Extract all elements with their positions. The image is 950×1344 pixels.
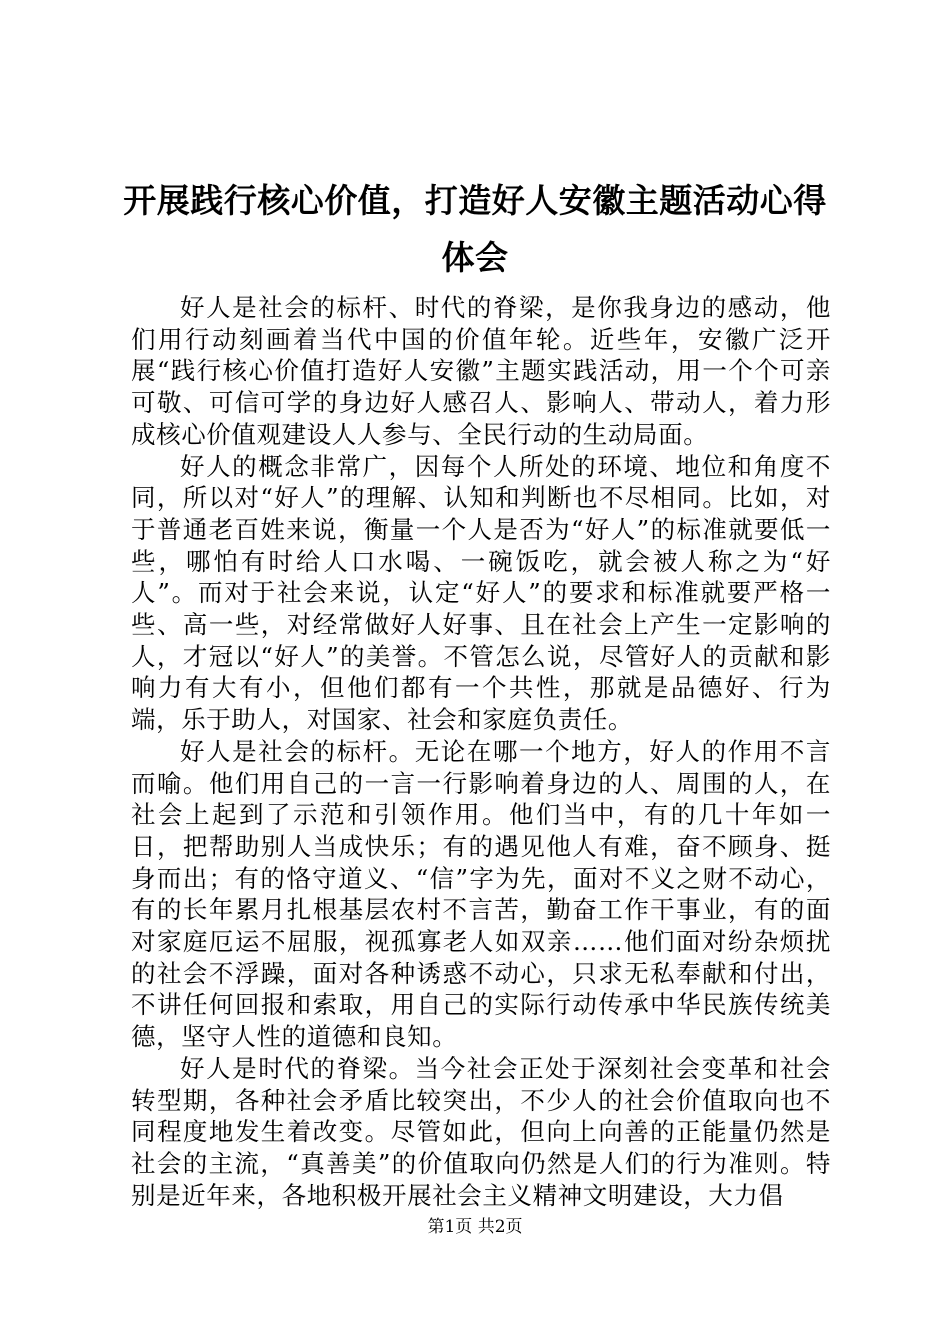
paragraph-1: 好人是社会的标杆、时代的脊梁，是你我身边的感动，他们用行动刻画着当代中国的价值年轮。近些年，安徽广泛开展“践行核心价值打造好人安徽”主题实践活动，用一个个可亲可敬、可信可学的身边好人感召人、影响人、带动人，着力形成核心价值观建设人人参与、全民行动的生动局面。 (131, 293, 831, 449)
document-body (131, 292, 831, 1211)
page-footer: 第1页 共2页 (427, 1217, 523, 1237)
paragraph-2: 好人的概念非常广，因每个人所处的环境、地位和角度不同，所以对“好人”的理解、认知和判断也不尽相同。比如，对于普通老百姓来说，衡量一个人是否为“好人”的标准就要低一些，哪怕有时给人口水喝、一碗饭吃，就会被人称之为“好人”。而对于社会来说，认定“好人”的要求和标准就要严格一些、高一些，对经常做好人好事、且在社会上产生一定影响的人，才冠以“好人”的美誉。不管怎么说，尽管好人的贡献和影响力有大有小，但他们都有一个共性，那就是品德好、行为端，乐于助人，对国家、社会和家庭负责任。 (131, 451, 831, 735)
document-title: 开展践行核心价值，打造好人安徽主题活动心得体会 (123, 181, 827, 277)
paragraph-3: 好人是社会的标杆。无论在哪一个地方，好人的作用不言而喻。他们用自己的一言一行影响着身边的人、周围的人，在社会上起到了示范和引领作用。他们当中，有的几十年如一日，把帮助别人当成快乐；有的遇见他人有难，奋不顾身、挺身而出；有的恪守道义、“信”字为先，面对不义之财不动心，有的长年累月扎根基层农村不言苦，勤奋工作干事业，有的面对家庭厄运不屈服，视孤寡老人如双亲……他们面对纷杂烦扰的社会不浮躁，面对各种诱惑不动心，只求无私奉献和付出，不讲任何回报和索取，用自己的实际行动传承中华民族传统美德，坚守人性的道德和良知。 (131, 736, 831, 1052)
paragraph-4: 好人是时代的脊梁。当今社会正处于深刻社会变革和社会转型期，各种社会矛盾比较突出，不少人的社会价值取向也不同程度地发生着改变。尽管如此，但向上向善的正能量仍然是社会的主流，“真善美”的价值取向仍然是人们的行为准则。特别是近年来，各地积极开展社会主义精神文明建设，大力倡 (131, 1053, 831, 1210)
